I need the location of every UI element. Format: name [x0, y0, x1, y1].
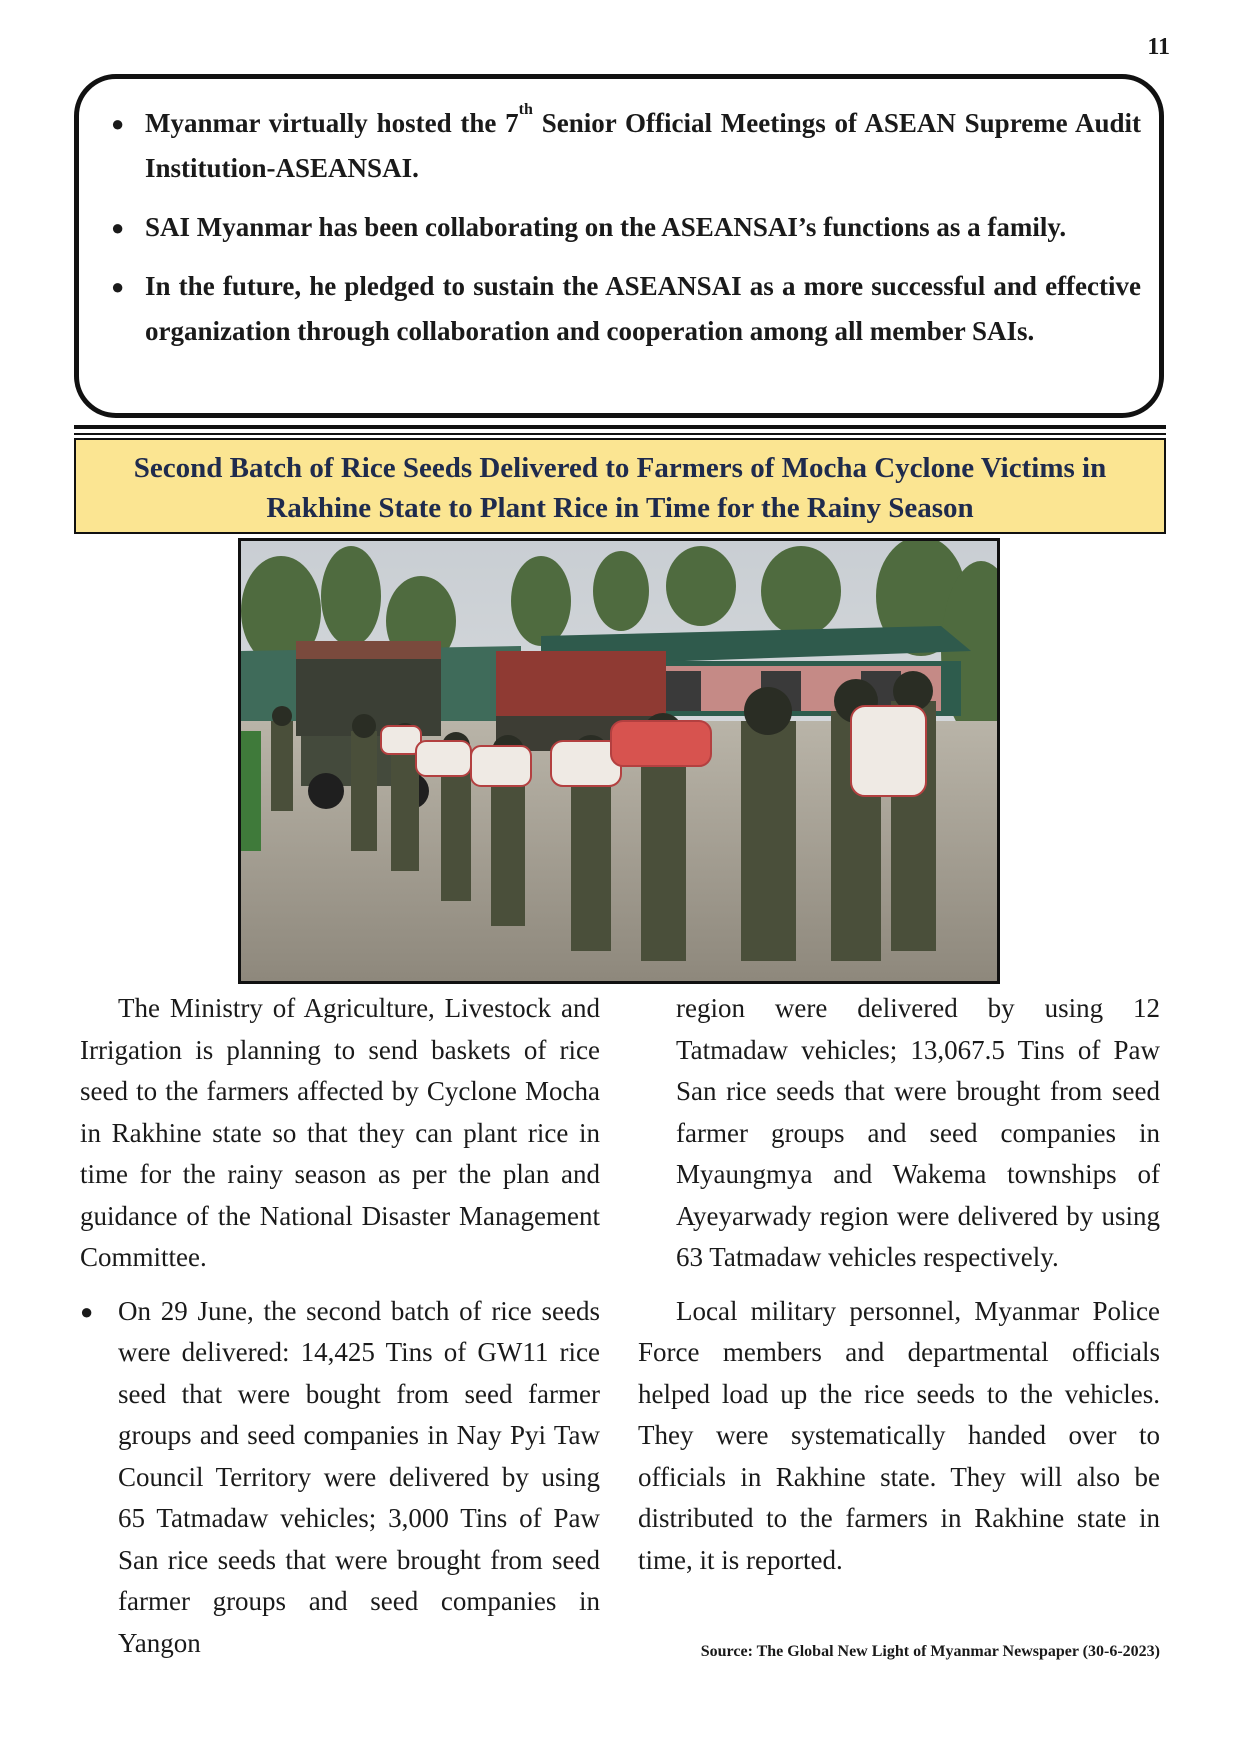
highlight-text: Myanmar virtually hosted the 7 [145, 108, 519, 138]
source-credit: Source: The Global New Light of Myanmar Newspaper (30-6-2023) [700, 1643, 1160, 1660]
highlight-text: SAI Myanmar has been collaborating on the ASEANSAI’s functions as a family. [145, 212, 1067, 242]
ordinal-suffix: th [518, 101, 533, 118]
headline-line-2: Rakhine State to Plant Rice in Time for the Rainy Season [266, 492, 974, 524]
article-right-column [638, 988, 1160, 1581]
bullet-icon: ● [111, 274, 125, 299]
headline-line-1: Second Batch of Rice Seeds Delivered to Farmers of Mocha Cyclone Victims in [133, 452, 1107, 484]
article-left-column [80, 988, 600, 1664]
page-number: 11 [1147, 34, 1170, 60]
delivery-bullet-continued: region were delivered by using 12 Tatmadaw vehicles; 13,067.5 Tins of Paw San rice seeds that were brought from seed farmer groups and seed companies in Myaungmya and Wakema townships of Ayeyarwady region were delivered by using 63 Tatmadaw vehicles respectively. [676, 993, 1160, 1272]
bullet-icon: ● [111, 215, 125, 240]
article-headline [74, 438, 1166, 534]
article-photo [238, 538, 1000, 984]
section-divider [74, 425, 1166, 429]
bullet-icon: ● [111, 111, 125, 136]
highlight-text-cont: Senior Official Meetings of ASEAN Supreme Audit Institution-ASEANSAI. [145, 108, 1141, 183]
section-divider-thin [74, 433, 1166, 435]
highlight-item [105, 264, 1141, 354]
article-intro: The Ministry of Agriculture, Livestock and Irrigation is planning to send baskets of rice seed to the farmers affected by Cyclone Mocha in Rakhine state so that they can plant rice in time for the rainy season as per the plan and guidance of the National Disaster Management Committee. [80, 993, 600, 1272]
highlights-list [105, 101, 1141, 368]
delivery-bullet-text: On 29 June, the second batch of rice seeds were delivered: 14,425 Tins of GW11 rice seed that were bought from seed farmer groups and seed companies in Nay Pyi Taw Council Territory were delivered by using 65 Tatmadaw vehicles; 3,000 Tins of Paw San rice seeds that were brought from seed farmer groups and seed companies in Yangon [118, 1295, 600, 1658]
article-closing: Local military personnel, Myanmar Police Force members and departmental officials helped load up the rice seeds to the vehicles. They were systematically handed over to officials in Rakhine state. They will also be distributed to the farmers in Rakhine state in time, it is reported. [638, 1295, 1160, 1575]
delivery-bullet [80, 1291, 600, 1665]
highlight-text: In the future, he pledged to sustain the ASEANSAI as a more successful and effective organization through collaboration and cooperation among all member SAIs. [145, 271, 1141, 346]
highlights-box [74, 74, 1164, 418]
bullet-icon: ● [80, 1298, 94, 1324]
highlight-item [105, 101, 1141, 191]
highlight-item [105, 205, 1141, 250]
